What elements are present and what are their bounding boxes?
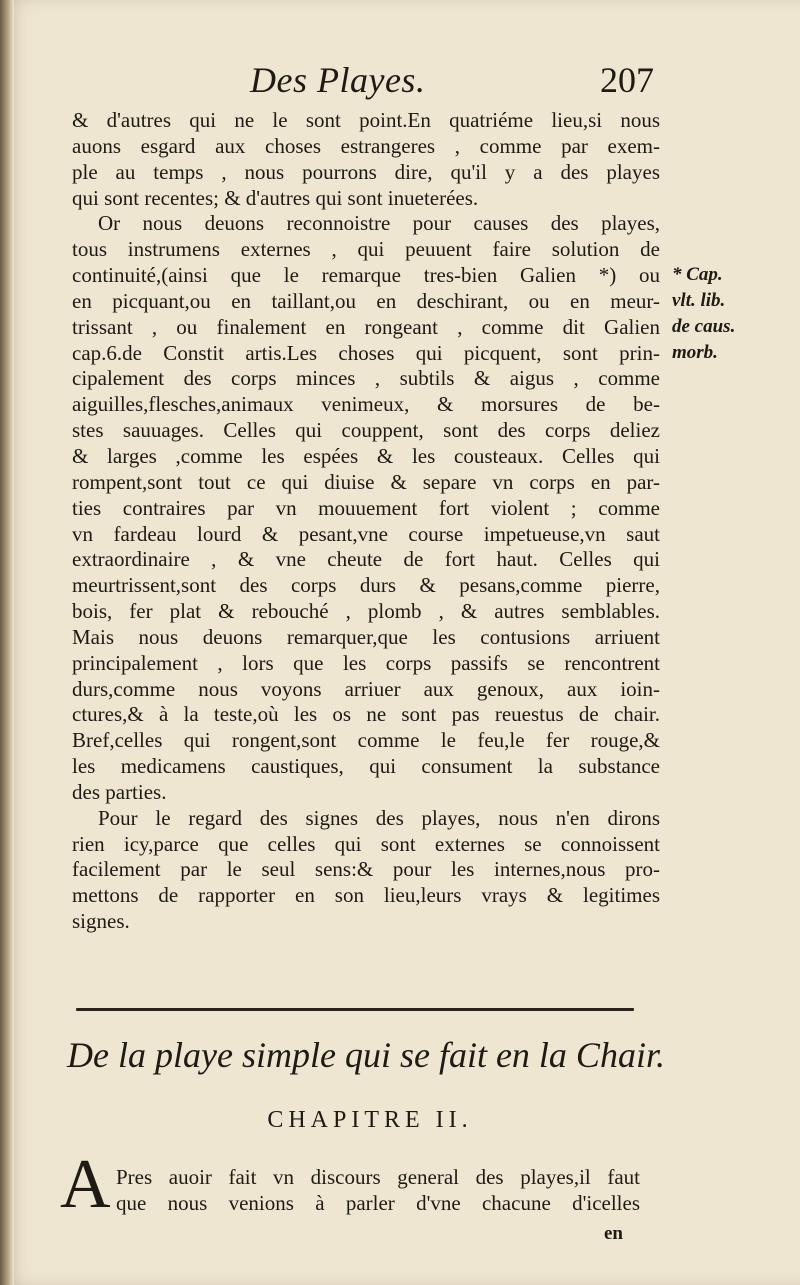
chapter-number: CHAPITRE II. xyxy=(267,1107,473,1133)
text-line: tous instrumens externes , qui peuuent faire solution de xyxy=(72,237,660,262)
margin-note-line: morb. xyxy=(672,342,718,363)
text-line: continuité,(ainsi que le remarque tres-bien Galien *) ou xyxy=(72,263,660,288)
text-line: ties contraires par vn mouuement fort violent ; comme xyxy=(72,495,660,520)
catchword: en xyxy=(604,1223,623,1244)
text-line: durs,comme nous voyons arriuer aux genoux, aux ioin- xyxy=(72,676,660,701)
text-line: en picquant,ou en taillant,ou en deschirant, ou en meur- xyxy=(72,288,660,313)
margin-note-line: vlt. lib. xyxy=(672,290,726,311)
text-line: extraordinaire , & vne cheute de fort haut. Celles qui xyxy=(72,547,660,572)
text-line: stes sauuages. Celles qui couppent, sont des corps deliez xyxy=(72,418,660,443)
text-line: Bref,celles qui rongent,sont comme le feu,le fer rouge,& xyxy=(72,728,660,753)
text-line: Pres auoir fait vn discours general des playes,il faut xyxy=(116,1165,640,1189)
text-line: ple au temps , nous pourrons dire, qu'il y a des playes xyxy=(72,159,660,184)
text-line: bois, fer plat & rebouché , plomb , & autres semblables. xyxy=(72,599,660,624)
text-line: que nous venions à parler d'vne chacune d'icelles xyxy=(116,1190,640,1215)
text-line: aiguilles,flesches,animaux venimeux, & morsures de be- xyxy=(72,392,660,417)
text-line: Mais nous deuons remarquer,que les contusions arriuent xyxy=(72,624,660,649)
text-line: vn fardeau lourd & pesant,vne course impetueuse,vn saut xyxy=(72,521,660,546)
page-number: 207 xyxy=(600,60,654,100)
text-line: cap.6.de Constit artis.Les choses qui picquent, sont prin- xyxy=(72,340,660,365)
margin-note-line: * Cap. xyxy=(672,264,723,285)
text-line: Or nous deuons reconnoistre pour causes des playes, xyxy=(98,211,660,236)
opening-paragraph xyxy=(116,1164,640,1216)
text-line: Pour le regard des signes des playes, nous n'en dirons xyxy=(98,805,660,830)
running-head xyxy=(250,60,660,104)
text-line: principalement , lors que les corps passifs se rencontrent xyxy=(72,650,660,675)
text-line: des parties. xyxy=(72,779,167,804)
text-line: les medicamens caustiques, qui consument la substance xyxy=(72,754,660,779)
margin-note xyxy=(672,262,784,366)
text-line: rien icy,parce que celles qui sont externes se connoissent xyxy=(72,831,660,856)
text-line: facilement par le seul sens:& pour les internes,nous pro- xyxy=(72,857,660,882)
page-gutter-shadow xyxy=(0,0,14,1285)
text-line: cipalement des corps minces , subtils & aigus , comme xyxy=(72,366,660,391)
text-line: signes. xyxy=(72,909,130,934)
text-line: qui sont recentes; & d'autres qui sont inueterées. xyxy=(72,185,479,210)
text-line: meurtrissent,sont des corps durs & pesans,comme pierre, xyxy=(72,573,660,598)
text-line: & larges ,comme les espées & les cousteaux. Celles qui xyxy=(72,443,660,468)
text-line: mettons de rapporter en son lieu,leurs vrays & legitimes xyxy=(72,883,660,908)
running-head-title: Des Playes. xyxy=(250,60,426,100)
text-line: rompent,sont tout ce qui diuise & separe vn corps en par- xyxy=(72,469,660,494)
text-line: ctures,& à la teste,où les os ne sont pas reuestus de chair. xyxy=(72,702,660,727)
chapter-heading: De la playe simple qui se fait en la Chair. xyxy=(67,1035,665,1075)
drop-cap: A xyxy=(60,1146,111,1223)
text-line: trissant , ou finalement en rongeant , comme dit Galien xyxy=(72,314,660,339)
section-rule xyxy=(76,1008,634,1011)
text-line: auons esgard aux choses estrangeres , comme par exem- xyxy=(72,133,660,158)
margin-note-line: de caus. xyxy=(672,316,736,337)
body-text xyxy=(72,108,660,935)
text-line: & d'autres qui ne le sont point.En quatriéme lieu,si nous xyxy=(72,108,660,132)
